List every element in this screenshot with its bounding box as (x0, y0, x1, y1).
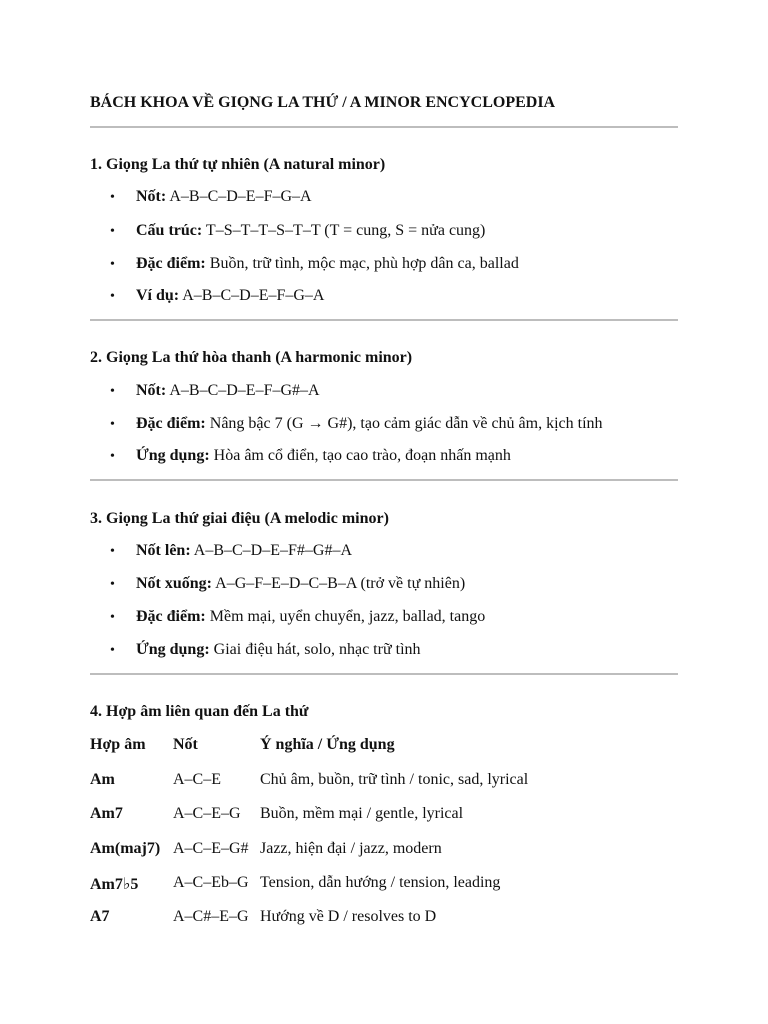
chord-name: Am(maj7) (90, 840, 161, 857)
list-item (110, 222, 485, 240)
list-item (110, 415, 603, 433)
item-text: A–B–C–D–E–F–G–A (166, 188, 312, 205)
divider (90, 126, 678, 128)
bullet-icon: • (110, 224, 115, 239)
section-heading-chords: 4. Hợp âm liên quan đến La thứ (90, 703, 309, 720)
chord-meaning: Tension, dẫn hướng / tension, leading (260, 874, 501, 891)
item-text: Mềm mại, uyển chuyển, jazz, ballad, tango (205, 608, 486, 625)
item-label: Đặc điểm: (136, 608, 206, 625)
column-header-meaning: Ý nghĩa / Ứng dụng (260, 736, 395, 753)
bullet-icon: • (110, 643, 115, 658)
bullet-icon: • (110, 289, 115, 304)
chord-name: Am (90, 771, 115, 788)
column-header-chord: Hợp âm (90, 736, 146, 753)
item-label: Nốt xuống: (136, 575, 213, 592)
item-text: Hòa âm cổ điển, tạo cao trào, đoạn nhấn mạnh (209, 447, 511, 464)
item-label: Ứng dụng: (136, 641, 210, 658)
list-item (110, 188, 312, 206)
bullet-icon: • (110, 384, 115, 399)
chord-notes: A–C–E–G# (173, 840, 249, 857)
item-text: A–B–C–D–E–F#–G#–A (190, 542, 353, 559)
section-heading-natural-minor: 1. Giọng La thứ tự nhiên (A natural minor) (90, 156, 386, 173)
chord-notes: A–C–Eb–G (173, 874, 249, 891)
list-item (110, 575, 465, 593)
document-title: BÁCH KHOA VỀ GIỌNG LA THỨ / A MINOR ENCYCLOPEDIA (90, 94, 556, 111)
item-label: Đặc điểm: (136, 255, 206, 272)
list-item (110, 608, 485, 626)
section-heading-harmonic-minor: 2. Giọng La thứ hòa thanh (A harmonic minor) (90, 349, 413, 366)
list-item (110, 641, 421, 659)
list-item (110, 255, 519, 273)
item-text: Buồn, trữ tình, mộc mạc, phù hợp dân ca, ballad (205, 255, 519, 272)
chord-meaning: Hướng về D / resolves to D (260, 908, 437, 925)
item-text: T–S–T–T–S–T–T (T = cung, S = nửa cung) (202, 222, 486, 239)
list-item (110, 287, 324, 305)
chord-notes: A–C#–E–G (173, 908, 249, 925)
chord-name: Am7♭5 (90, 876, 139, 893)
section-heading-melodic-minor: 3. Giọng La thứ giai điệu (A melodic minor) (90, 510, 389, 527)
list-item (110, 447, 511, 465)
item-text: A–G–F–E–D–C–B–A (trở về tự nhiên) (212, 575, 466, 592)
item-text: Nâng bậc 7 (G → G#), tạo cảm giác dẫn về chủ âm, kịch tính (205, 415, 603, 432)
chord-meaning: Buồn, mềm mại / gentle, lyrical (260, 805, 464, 822)
bullet-icon: • (110, 544, 115, 559)
item-text: A–B–C–D–E–F–G–A (179, 287, 325, 304)
item-label: Cấu trúc: (136, 222, 203, 239)
item-text: A–B–C–D–E–F–G#–A (166, 382, 320, 399)
chord-notes: A–C–E–G (173, 805, 241, 822)
item-label: Nốt: (136, 188, 167, 205)
item-label: Ví dụ: (136, 287, 180, 304)
list-item (110, 382, 320, 400)
item-label: Đặc điểm: (136, 415, 206, 432)
bullet-icon: • (110, 417, 115, 432)
divider (90, 673, 678, 675)
chord-meaning: Chủ âm, buồn, trữ tình / tonic, sad, lyrical (260, 771, 529, 788)
bullet-icon: • (110, 610, 115, 625)
item-label: Ứng dụng: (136, 447, 210, 464)
bullet-icon: • (110, 577, 115, 592)
column-header-notes: Nốt (173, 736, 198, 753)
chord-meaning: Jazz, hiện đại / jazz, modern (260, 840, 442, 857)
bullet-icon: • (110, 449, 115, 464)
item-label: Nốt: (136, 382, 167, 399)
chord-notes: A–C–E (173, 771, 221, 788)
item-label: Nốt lên: (136, 542, 191, 559)
bullet-icon: • (110, 190, 115, 205)
divider (90, 319, 678, 321)
list-item (110, 542, 352, 560)
bullet-icon: • (110, 257, 115, 272)
item-text: Giai điệu hát, solo, nhạc trữ tình (209, 641, 421, 658)
divider (90, 479, 678, 481)
chord-name: Am7 (90, 805, 123, 822)
chord-name: A7 (90, 908, 110, 925)
